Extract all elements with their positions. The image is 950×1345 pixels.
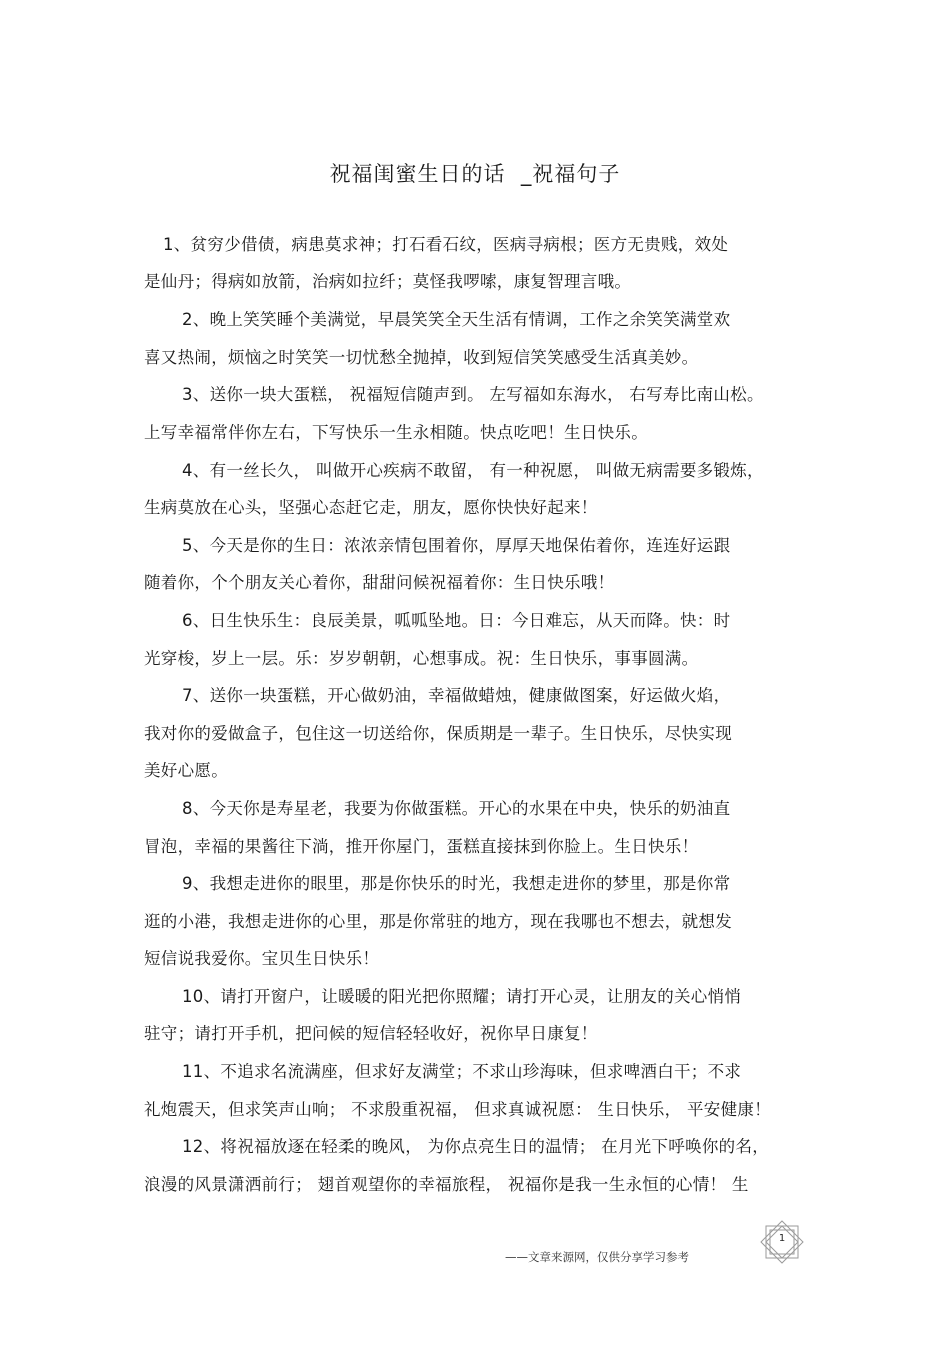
line-3: 2、晚上笑笑睡个美满觉，早晨笑笑全天生活有情调，工作之余笑笑满堂欢: [182, 310, 731, 329]
line-12: 光穿梭，岁上一层。乐：岁岁朝朝，心想事成。祝：生日快乐，事事圆满。: [144, 649, 699, 668]
page-number-badge: [757, 1220, 807, 1264]
page-title: 祝福闺蜜生日的话 _祝福句子: [329, 162, 621, 186]
line-14: 我对你的爱做盒子，包住这一切送给你，保质期是一辈子。生日快乐，尽快实现: [144, 724, 732, 743]
line-10: 随着你，个个朋友关心着你，甜甜问候祝福着你：生日快乐哦！: [144, 573, 615, 592]
line-7: 4、有一丝长久， 叫做开心疾病不敢留， 有一种祝愿， 叫做无病需要多锻炼，: [182, 461, 764, 480]
line-6: 上写幸福常伴你左右，下写快乐一生永相随。快点吃吧！生日快乐。: [144, 423, 648, 442]
line-4: 喜又热闹，烦恼之时笑笑一切忧愁全抛掉，收到短信笑笑感受生活真美妙。: [144, 348, 699, 367]
line-5: 3、送你一块大蛋糕， 祝福短信随声到。 左写福如东海水， 右写寿比南山松。: [182, 385, 764, 404]
line-18: 9、我想走进你的眼里，那是你快乐的时光，我想走进你的梦里，那是你常: [182, 874, 731, 893]
line-20: 短信说我爱你。宝贝生日快乐！: [144, 949, 380, 968]
line-15: 美好心愿。: [144, 761, 228, 780]
line-22: 驻守；请打开手机，把问候的短信轻轻收好，祝你早日康复！: [144, 1024, 598, 1043]
page-number: 1: [778, 1233, 786, 1244]
line-26: 浪漫的风景潇洒前行； 翅首观望你的幸福旅程， 祝福你是我一生永恒的心情！ 生: [144, 1175, 749, 1194]
line-17: 冒泡，幸福的果酱往下淌，推开你屋门，蛋糕直接抹到你脸上。生日快乐！: [144, 837, 699, 856]
source-note: ——文章来源网，仅供分享学习参考: [505, 1250, 689, 1264]
line-1: 1、贫穷少借债，病患莫求神；打石看石纹，医病寻病根；医方无贵贱，效处: [163, 235, 729, 254]
line-9: 5、今天是你的生日：浓浓亲情包围着你，厚厚天地保佑着你，连连好运跟: [182, 536, 731, 555]
line-13: 7、送你一块蛋糕，开心做奶油，幸福做蜡烛，健康做图案，好运做火焰，: [182, 686, 731, 705]
line-16: 8、今天你是寿星老，我要为你做蛋糕。开心的水果在中央，快乐的奶油直: [182, 799, 731, 818]
line-21: 10、请打开窗户，让暖暖的阳光把你照耀；请打开心灵，让朋友的关心悄悄: [182, 987, 742, 1006]
line-25: 12、将祝福放逐在轻柔的晚风， 为你点亮生日的温情； 在月光下呼唤你的名，: [182, 1137, 770, 1156]
line-2: 是仙丹；得病如放箭，治病如拉纤；莫怪我啰嗦，康复智理言哦。: [144, 272, 632, 291]
line-24: 礼炮震天，但求笑声山响； 不求殷重祝福， 但求真诚祝愿： 生日快乐， 平安健康！: [144, 1100, 771, 1119]
line-8: 生病莫放在心头，坚强心态赶它走，朋友，愿你快快好起来！: [144, 498, 598, 517]
line-23: 11、不追求名流满座，但求好友满堂；不求山珍海味，但求啤酒白干；不求: [182, 1062, 742, 1081]
line-11: 6、日生快乐生：良辰美景，呱呱坠地。日：今日难忘，从天而降。快：时: [182, 611, 731, 630]
line-19: 逛的小港，我想走进你的心里，那是你常驻的地方，现在我哪也不想去，就想发: [144, 912, 732, 931]
